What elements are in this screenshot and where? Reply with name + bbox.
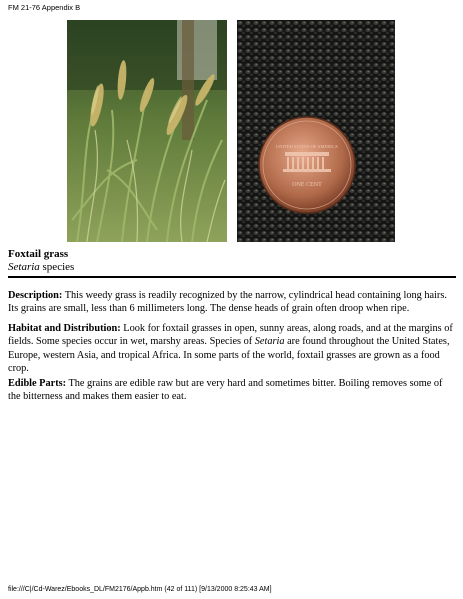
page-header: FM 21-76 Appendix B — [8, 3, 81, 12]
habitat-genus: Setaria — [254, 336, 285, 348]
foxtail-seeds-with-coin-photo — [237, 20, 395, 242]
edible-parts-paragraph — [8, 377, 456, 404]
coin-top-text: UNITED STATES OF AMERICA — [275, 144, 339, 149]
edible-parts-text: The grains are edible raw but are very hard and sometimes bitter. Boiling removes some of the bitterness and makes them easier to eat. — [8, 378, 443, 403]
page-footer: file:///C|/Cd-Warez/Ebooks_DL/FM2176/Appb.htm (42 of 111) [9/13/2000 8:25:43 AM] — [8, 586, 272, 593]
plant-species-suffix: species — [39, 261, 75, 273]
plant-title — [8, 248, 74, 274]
habitat-label: Habitat and Distribution: — [8, 323, 121, 334]
plant-genus: Setaria — [8, 261, 40, 273]
description-label: Description: — [8, 290, 63, 301]
habitat-text-before: Look for foxtail grasses in open, sunny areas, along roads, and at the margins of fields. Some species occur in wet, marshy areas. Species of — [8, 323, 453, 348]
description-paragraph — [8, 289, 456, 316]
plant-name: Foxtail grass — [8, 248, 69, 260]
title-divider — [8, 276, 456, 278]
habitat-paragraph — [8, 322, 456, 376]
coin-bottom-text: ONE CENT — [292, 182, 322, 188]
habitat-text-after: are found throughout the United States, Europe, western Asia, and tropical Africa. In some parts of the world, foxtail grasses are grown as a food crop. — [8, 336, 450, 375]
description-text: This weedy grass is readily recognized by the narrow, cylindrical head containing long hairs. Its grains are small, less than 6 millimeters long. The dense heads of grain often droop when ripe. — [8, 290, 447, 315]
edible-parts-label: Edible Parts: — [8, 378, 67, 389]
foxtail-plant-photo — [67, 20, 227, 242]
